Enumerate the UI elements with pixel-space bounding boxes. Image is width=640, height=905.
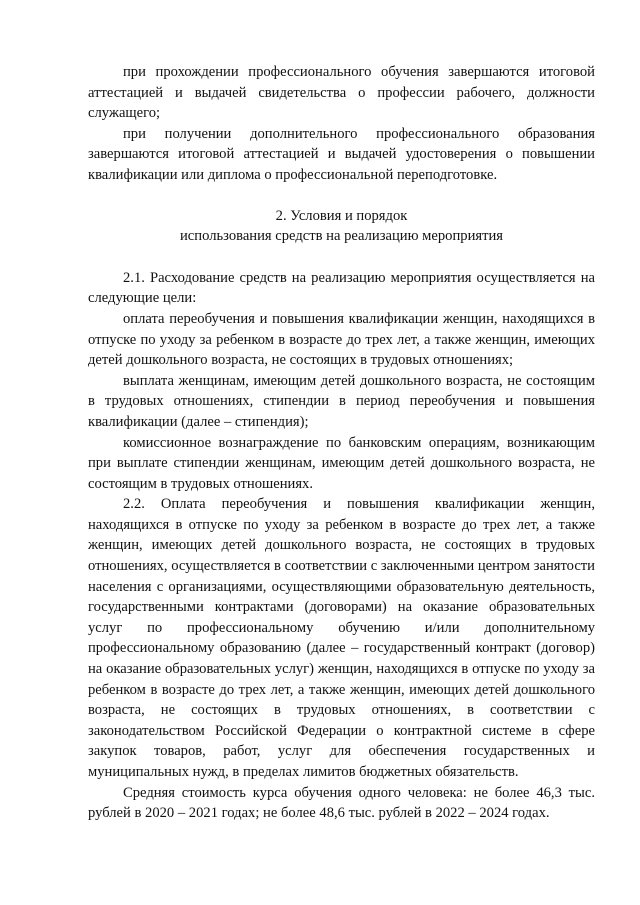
section-heading-title: 2. Условия и порядок <box>275 207 408 224</box>
section-heading-subtitle: использования средств на реализацию мероприятия <box>180 228 503 245</box>
paragraph-average-cost: Средняя стоимость курса обучения одного человека: не более 46,3 тыс. рублей в 2020 – 2021 годах; не более 48,6 тыс. рублей в 2022 – 2024 годах. <box>88 784 595 822</box>
spacer <box>88 186 595 206</box>
spacer <box>88 247 595 268</box>
section-heading <box>88 206 595 247</box>
paragraph-additional-education: при получении дополнительного профессионального образования завершаются итоговой аттестацией и выдачей удостоверения о повышении квалификации или диплома о профессиональной переподготовке. <box>88 125 595 183</box>
paragraph-2-1: 2.1. Расходование средств на реализацию мероприятия осуществляется на следующие цели: <box>88 269 595 307</box>
paragraph-2-2: 2.2. Оплата переобучения и повышения квалификации женщин, находящихся в отпуске по уходу за ребенком в возрасте до трех лет, а также женщин, имеющих детей дошкольного возраста, не состоящих в трудовых отношениях, осуществляется в соответствии с заключенными центром занятости населения с организациями, осуществляющими образовательную деятельность, государственными контрактами (договорами) на оказание образовательных услуг по профессиональному обучению и/или дополнительному профессиональному образованию (далее – государственный контракт (договор) на оказание образовательных услуг) женщин, находящихся в отпуске по уходу за ребенком в возрасте до трех лет, а также женщин, имеющих детей дошкольного возраста, не состоящих в трудовых отношениях, в соответствии с законодательством Российской Федерации о контрактной системе в сфере закупок товаров, работ, услуг для обеспечения государственных и муниципальных нужд, в пределах лимитов бюджетных обязательств. <box>88 496 595 780</box>
paragraph-professional-training: при прохождении профессионального обучения завершаются итоговой аттестацией и выдачей свидетельства о профессии рабочего, должности служащего; <box>88 64 595 122</box>
paragraph-commission: комиссионное вознаграждение по банковским операциям, возникающим при выплате стипендии женщинам, имеющим детей дошкольного возраста, не состоящим в трудовых отношениях. <box>88 434 595 492</box>
document-page <box>88 62 595 824</box>
paragraph-training-payment: оплата переобучения и повышения квалификации женщин, находящихся в отпуске по уходу за ребенком в возрасте до трех лет, а также женщин, имеющих детей дошкольного возраста, не состоящих в трудовых отношениях; <box>88 310 595 369</box>
paragraph-stipend: выплата женщинам, имеющим детей дошкольного возраста, не состоящим в трудовых отношениях, стипендии в период переобучения и повышения квалификации (далее – стипендия); <box>88 372 595 430</box>
